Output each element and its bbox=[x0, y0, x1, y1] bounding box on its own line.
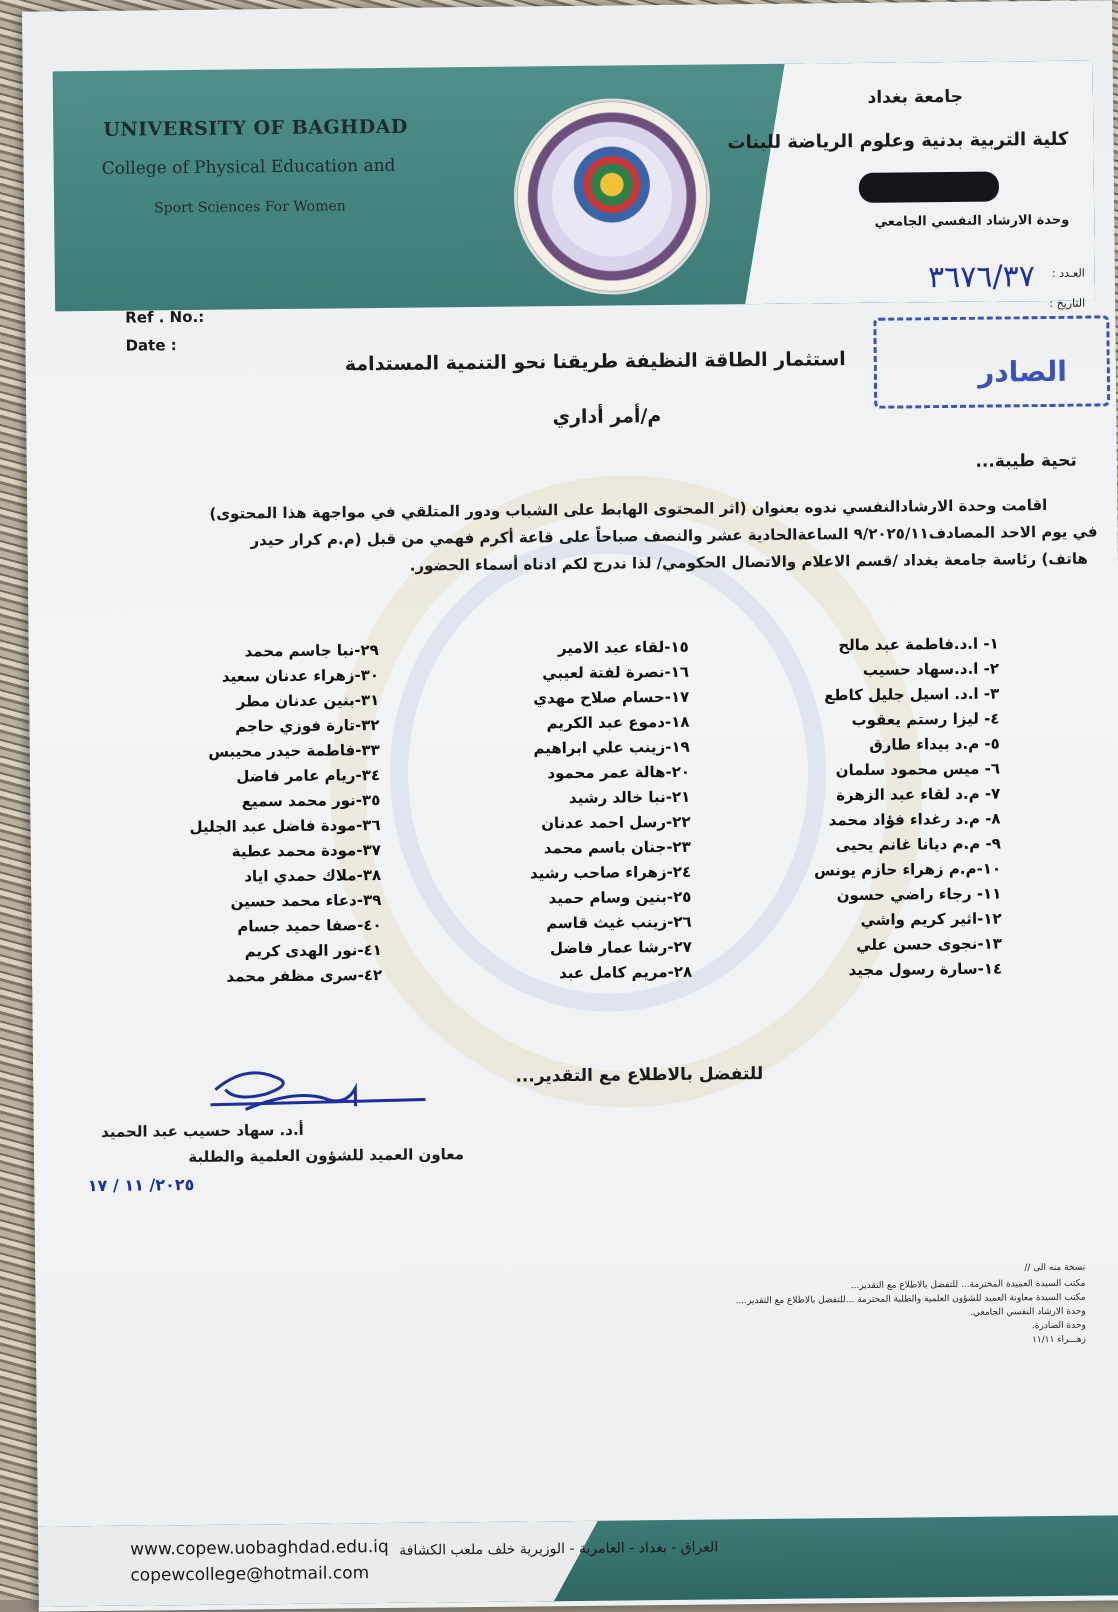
signatory-name: أ.د. سهاد حسيب عبد الحميد bbox=[101, 1120, 304, 1141]
attendee-list-column-1 bbox=[812, 632, 1003, 984]
document-page bbox=[22, 0, 1118, 1611]
attendee-item: ٢٦-زينب غيث قاسم bbox=[546, 912, 692, 933]
university-name-en: UNIVERSITY OF BAGHDAD bbox=[103, 115, 408, 141]
signature-date: ٢٠٢٥/ ١١ / ١٧ bbox=[87, 1174, 195, 1196]
date-label-ar: التاريخ : bbox=[1049, 296, 1086, 310]
attendee-item: ٢٠-هالة عمر محمود bbox=[547, 762, 691, 783]
attendee-item: ٤١-نور الهدى كريم bbox=[244, 940, 382, 961]
college-name-ar: كلية التربية بدنية وعلوم الرياضة للبنات bbox=[727, 128, 1069, 154]
attendee-list-column-2 bbox=[527, 635, 692, 987]
unit-name-ar: وحدة الارشاد النفسي الجامعي bbox=[874, 212, 1070, 230]
footer-address: العراق - بغداد - العامرية - الوزيرية خلف ملعب الكشافة bbox=[399, 1539, 719, 1559]
attendee-item: ٣٤-ريام عامر فاضل bbox=[236, 766, 381, 786]
signature-scribble bbox=[205, 1057, 436, 1129]
paragraph-line1: اقامت وحدة الارشادالنفسي ندوه بعنوان (اثر المحتوى الهابط على الشباب ودور المتلقي في مواجهة هذا المحتوى) bbox=[209, 495, 1048, 523]
attendee-item: ١٥-لقاء عبد الامير bbox=[557, 637, 689, 658]
attendee-item: ٣٥-نور محمد سميع bbox=[241, 790, 381, 811]
signatory-title: معاون العميد للشؤون العلمية والطلبة bbox=[188, 1145, 465, 1167]
stamp-text: الصادر bbox=[977, 354, 1068, 389]
college-name-en-line2: Sport Sciences For Women bbox=[154, 198, 346, 217]
attendee-item: ١٠-م.م زهراء حازم يونس bbox=[813, 859, 1002, 880]
attendee-item: ٢٤-زهراء صاحب رشيد bbox=[529, 862, 692, 883]
number-value: ٣٦٧٦/٣٧ bbox=[927, 259, 1036, 296]
copy-recipient: وحدة الصادرة. bbox=[1031, 1320, 1086, 1332]
attendee-item: ٢١-نبا خالد رشيد bbox=[568, 787, 691, 808]
attendee-item: ١٤-سارة رسول مجيد bbox=[848, 959, 1003, 980]
issued-stamp bbox=[873, 315, 1110, 408]
paragraph-line3: هاتف) رئاسة جامعة بغداد /قسم الاعلام والاتصال الحكومي/ لذا ندرج لكم ادناه أسماء الحضور. bbox=[409, 549, 1088, 575]
attendee-item: ٣٠-زهراء عدنان سعيد bbox=[221, 666, 380, 686]
attendee-item: ٩- م.م ديانا غانم يحيى bbox=[835, 834, 1001, 855]
university-name-ar: جامعة بغداد bbox=[867, 86, 964, 108]
attendee-item: ٣٧-مودة محمد عطية bbox=[231, 840, 381, 861]
subject: م/أمر أداري bbox=[552, 405, 662, 429]
attendee-item: ٤٢-سرى مظفر محمد bbox=[226, 965, 383, 986]
attendee-item: ٣١-بنين عدنان مطر bbox=[236, 691, 380, 711]
date-label: Date : bbox=[125, 336, 177, 355]
copy-recipient: وحدة الارشاد النفسي الجامعي. bbox=[970, 1306, 1086, 1318]
attendee-item: ٣٩-دعاء محمد حسين bbox=[230, 890, 382, 911]
ref-number-label: Ref . No.: bbox=[125, 307, 205, 327]
attendee-item: ١٣-نجوى حسن علي bbox=[856, 934, 1002, 955]
attendee-item: ٢٩-نبا جاسم محمد bbox=[244, 641, 379, 661]
copy-recipient: مكتب السيدة معاونة العميد للشؤون العلمية والطلبة المحترمة ...للتفضل بالاطلاع مع التقدير.... bbox=[735, 1292, 1086, 1307]
attendee-item: ١٧-حسام صلاح مهدي bbox=[533, 687, 690, 708]
attendee-item: ١٨-دموع عبد الكريم bbox=[546, 712, 690, 733]
attendee-item: ١- ا.د.فاطمة عبد مالح bbox=[838, 634, 999, 655]
copy-recipient: زهـــراء ١١/١١ bbox=[1032, 1334, 1087, 1346]
college-name-en-line1: College of Physical Education and bbox=[101, 155, 396, 179]
attendee-item: ٢٣-جنان باسم محمد bbox=[543, 837, 691, 858]
attendee-item: ٢٨-مريم كامل عبد bbox=[558, 962, 693, 983]
attendee-item: ٣٢-تارة فوزي حاجم bbox=[235, 716, 380, 736]
attendee-item: ٢٢-رسل احمد عدنان bbox=[541, 812, 691, 833]
attendee-item: ٣٦-مودة فاضل عبد الجليل bbox=[189, 815, 381, 836]
attendee-item: ٧- م.د لقاء عبد الزهرة bbox=[836, 784, 1001, 805]
attendee-item: ٤- ليزا رستم يعقوب bbox=[851, 709, 1000, 730]
footer-website: www.copew.uobaghdad.edu.iq bbox=[130, 1536, 389, 1560]
copies-heading: نسخة منه الى // bbox=[1024, 1262, 1086, 1274]
attendee-item: ٣٣-فاطمة حيدر محيبس bbox=[208, 741, 380, 761]
attendee-item: ٣- ا.د. اسيل جليل كاطع bbox=[824, 684, 1000, 705]
attendee-item: ٢- ا.د.سهاد حسيب bbox=[862, 659, 1000, 679]
copy-recipient: مكتب السيدة العميدة المحترمة... للتفضل بالاطلاع مع التقدير... bbox=[850, 1278, 1086, 1292]
attendee-item: ٢٥-بنين وسام حميد bbox=[548, 887, 692, 908]
attendee-item: ١٦-نصرة لفتة لعيبي bbox=[542, 662, 690, 683]
closing-line: للتفضل بالاطلاع مع التقدير... bbox=[515, 1064, 764, 1087]
footer-band bbox=[38, 1515, 1118, 1606]
number-label: العـدد : bbox=[1051, 266, 1085, 280]
greeting: تحية طيبة... bbox=[975, 450, 1077, 472]
attendee-item: ٣٨-ملاك حمدي اياد bbox=[244, 865, 382, 886]
attendee-item: ٦- ميس محمود سلمان bbox=[835, 759, 1001, 780]
attendee-item: ٨- م.د رغداء فؤاد محمد bbox=[828, 809, 1001, 830]
slogan: استثمار الطاقة النظيفة طريقنا نحو التنمية المستدامة bbox=[344, 348, 846, 376]
paragraph-line2: في يوم الاحد المصادف٩/٢٠٢٥/١١ الساعةالحادية عشر والنصف صباحاً على قاعة أكرم فهمي من قبل (م.م كرار حيدر bbox=[250, 522, 1098, 550]
attendee-item: ٥- م.د بيداء طارق bbox=[869, 734, 1000, 754]
college-seal-logo bbox=[513, 98, 711, 296]
attendee-item: ٢٧-رشا عمار فاضل bbox=[549, 937, 692, 958]
attendee-list-column-3 bbox=[188, 638, 383, 990]
footer-email: copewcollege@hotmail.com bbox=[130, 1563, 370, 1586]
attendee-item: ١٢-اثير كريم واشي bbox=[860, 909, 1002, 929]
copies-list bbox=[735, 1277, 1086, 1351]
seal-emblem-icon bbox=[551, 136, 672, 257]
attendee-item: ١١- رجاء راضي حسون bbox=[836, 884, 1002, 905]
attendee-item: ٤٠-صفا حميد جسام bbox=[237, 915, 382, 936]
redaction-mark bbox=[859, 171, 999, 202]
attendee-item: ١٩-زينب علي ابراهيم bbox=[533, 737, 690, 758]
